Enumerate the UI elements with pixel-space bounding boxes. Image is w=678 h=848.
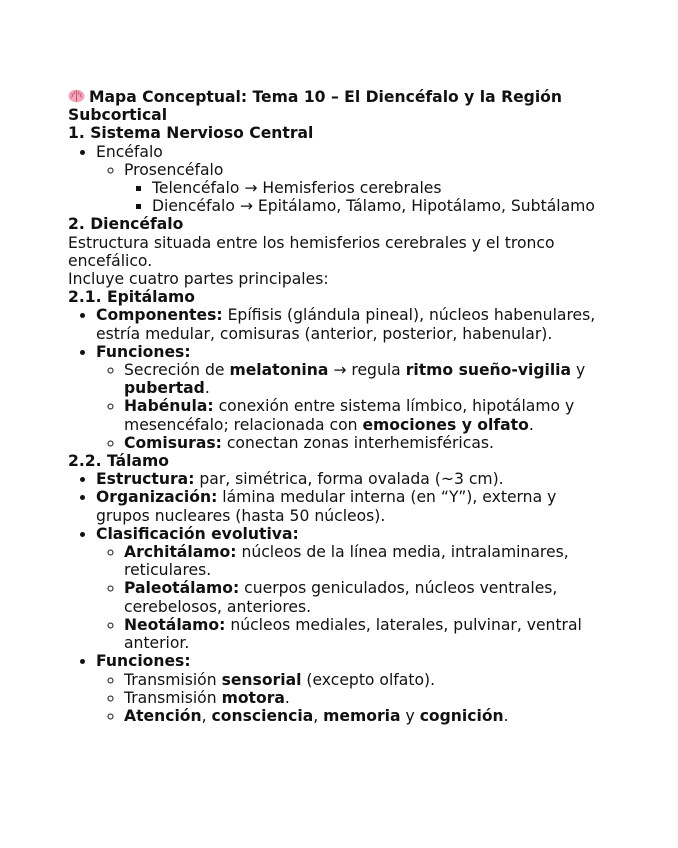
list-item xyxy=(96,488,613,524)
list-item xyxy=(96,306,613,342)
list-item xyxy=(96,525,613,652)
text-bold: cognición xyxy=(419,706,504,725)
label: Habénula: xyxy=(124,397,214,416)
text: . xyxy=(284,688,290,707)
text: , xyxy=(201,706,212,725)
label: Organización: xyxy=(96,488,218,507)
list-item xyxy=(124,616,613,652)
text: conexión entre sistema límbico, hipotálamo y mesencéfalo; relacionada con xyxy=(124,397,575,434)
item-prosencefalo: Prosencéfalo xyxy=(124,160,224,179)
section-2-2-heading: 2.2. Tálamo xyxy=(68,452,169,471)
text: . xyxy=(204,379,210,398)
list-item xyxy=(124,579,613,615)
text-bold: Atención xyxy=(124,706,202,725)
list-item xyxy=(96,343,613,452)
list-item xyxy=(124,689,613,707)
text: → regula xyxy=(328,361,406,380)
list-item xyxy=(124,543,613,579)
list-item xyxy=(124,161,613,216)
item-telencefalo: ▪ Telencéfalo → Hemisferios cerebrales xyxy=(152,179,613,197)
label: Funciones: xyxy=(96,652,191,671)
text: . xyxy=(528,415,534,434)
section-2-desc: Estructura situada entre los hemisferios cerebrales y el tronco encefálico. xyxy=(68,233,555,270)
section-2-heading: 2. Diencéfalo xyxy=(68,215,184,234)
text: (excepto olfato). xyxy=(301,670,436,689)
text: Transmisión xyxy=(124,688,222,707)
text-bold: motora xyxy=(221,688,285,707)
label: Estructura: xyxy=(96,470,195,489)
label: Funciones: xyxy=(96,342,191,361)
document xyxy=(68,88,613,725)
text-bold: consciencia xyxy=(211,706,314,725)
text-bold: sensorial xyxy=(221,670,302,689)
text-bold: pubertad xyxy=(124,379,205,398)
item-diencefalo: ▪ Diencéfalo → Epitálamo, Tálamo, Hipotálamo, Subtálamo xyxy=(152,197,613,215)
label: Componentes: xyxy=(96,306,223,325)
label: Comisuras: xyxy=(124,433,222,452)
list-item xyxy=(96,143,613,216)
doc-title-text: Mapa Conceptual: Tema 10 – El Diencéfalo y la Región Subcortical xyxy=(68,88,562,125)
label: Clasificación evolutiva: xyxy=(96,524,299,543)
text-bold: emociones y olfato xyxy=(362,415,529,434)
text: núcleos de la línea media, intralaminares, reticulares. xyxy=(124,543,569,580)
brain-icon xyxy=(68,89,85,103)
text: cuerpos geniculados, núcleos ventrales, cerebelosos, anteriores. xyxy=(124,579,558,616)
list-item xyxy=(124,397,613,433)
label: Paleotálamo: xyxy=(124,579,240,598)
label: Architálamo: xyxy=(124,543,237,562)
text: , xyxy=(313,706,324,725)
list-item xyxy=(124,707,613,725)
item-encefalo: Encéfalo xyxy=(96,142,163,161)
list-item xyxy=(124,671,613,689)
doc-title xyxy=(68,88,613,124)
text-bold: memoria xyxy=(323,706,401,725)
section-2-1-heading: 2.1. Epitálamo xyxy=(68,288,195,307)
text: lámina medular interna (en “Y”), externa y grupos nucleares (hasta 50 núcleos). xyxy=(96,488,557,525)
text-bold: ritmo sueño-vigilia xyxy=(405,361,572,380)
text: Epífisis (glándula pineal), núcleos habenulares, estría medular, comisuras (anterior, posterior, habenular). xyxy=(96,306,596,343)
list-item xyxy=(124,434,613,452)
text: Transmisión xyxy=(124,670,222,689)
text: Secreción de xyxy=(124,361,230,380)
text: núcleos mediales, laterales, pulvinar, ventral anterior. xyxy=(124,615,582,653)
list-item xyxy=(124,361,613,397)
label: Neotálamo: xyxy=(124,615,226,634)
text: y xyxy=(400,706,420,725)
text: y xyxy=(571,361,586,380)
text-bold: melatonina xyxy=(229,361,329,380)
text: par, simétrica, forma ovalada (~3 cm). xyxy=(194,470,504,489)
text: . xyxy=(503,706,509,725)
section-2-desc-2: Incluye cuatro partes principales: xyxy=(68,270,329,289)
list-item xyxy=(96,652,613,725)
text: conectan zonas interhemisféricas. xyxy=(221,433,494,452)
list-item xyxy=(96,470,613,488)
section-1-heading: 1. Sistema Nervioso Central xyxy=(68,124,314,143)
